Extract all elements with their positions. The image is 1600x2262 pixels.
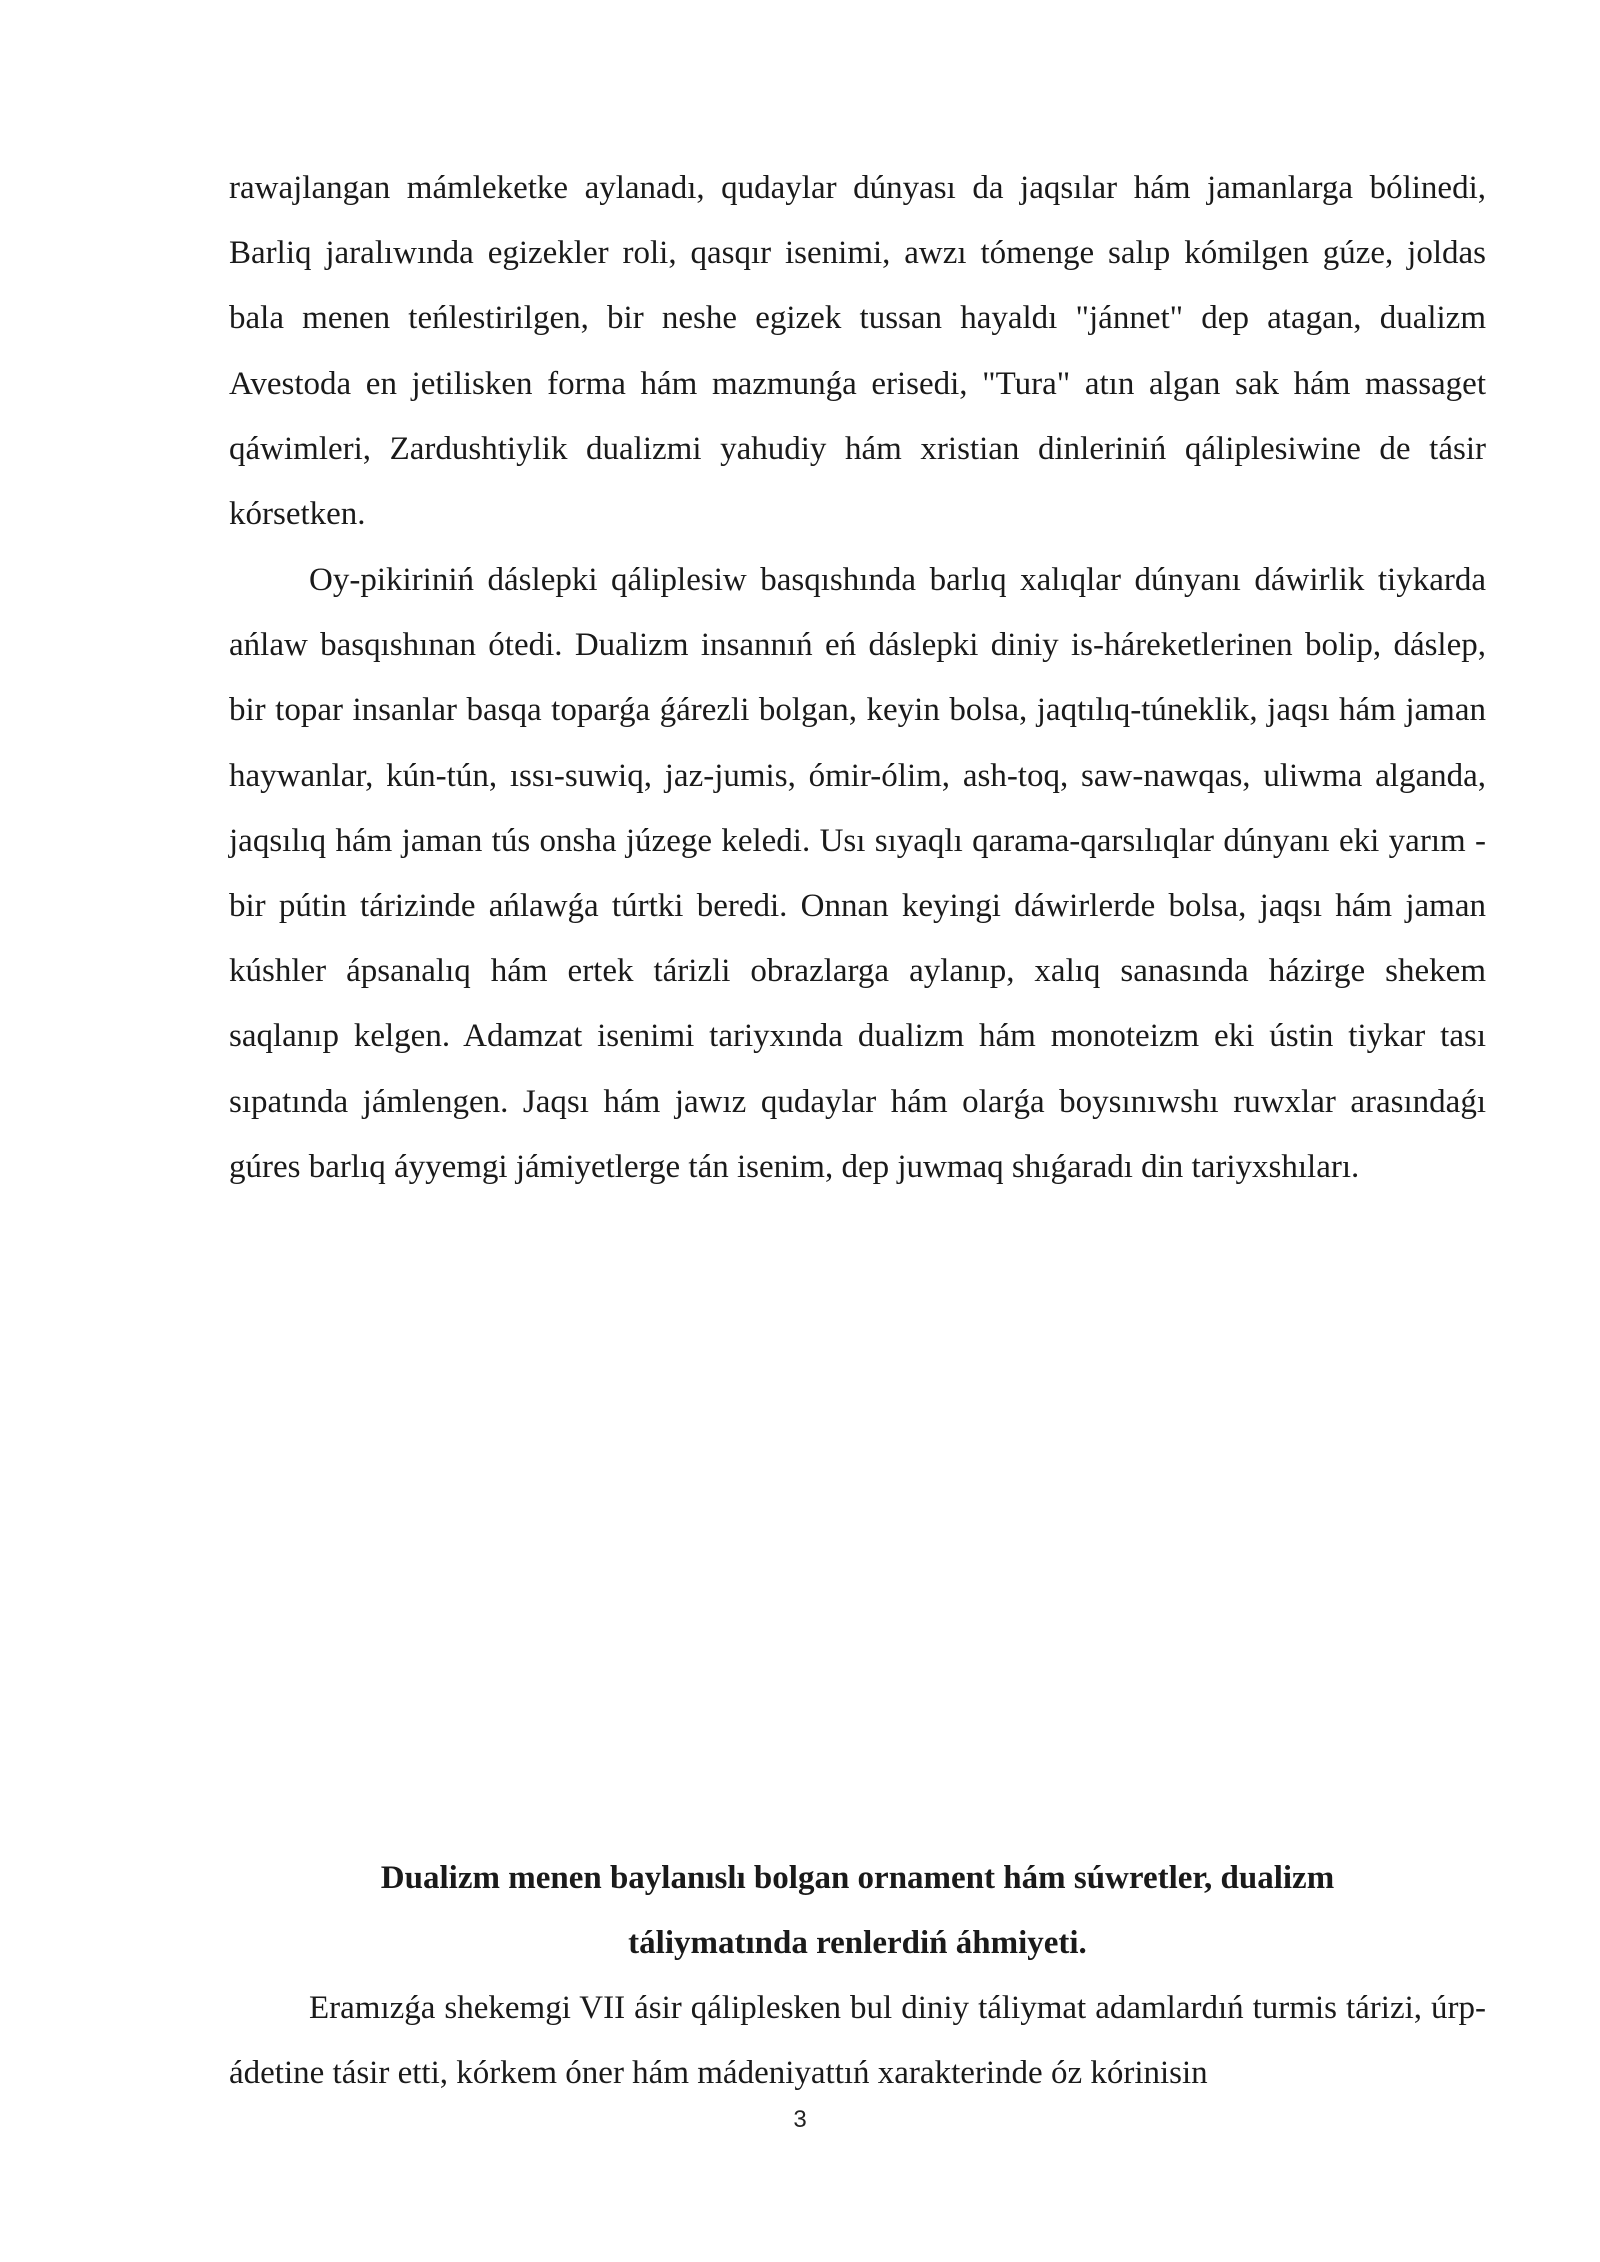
body-text (229, 548, 1486, 1200)
paragraph: Oy-pikiriniń dáslepki qáliplesiw basqıshında barlıq xalıqlar dúnyanı dáwirlik tiykarda ańlaw basqıshınan ótedi. Dualizm insannıń eń dáslepki diniy is-háreketlerinen bolip, dáslep, bir topar insanlar basqa toparǵa ǵárezli bolgan, keyin bolsa, jaqtılıq-túneklik, jaqsı hám jaman haywanlar, kún-tún, ıssı-suwiq, jaz-jumis, ómir-ólim, ash-toq, saw-nawqas, uliwma alganda, jaqsılıq hám jaman tús onsha júzege keledi. Usı sıyaqlı qarama-qarsılıqlar dúnyanı eki yarım - bir pútin tárizinde ańlawǵa túrtki beredi. Onnan keyingi dáwirlerde bolsa, jaqsı hám jaman kúshler ápsanalıq hám ertek tárizli obrazlarga aylanıp, xalıq sanasında házirge shekem saqlanıp kelgen. Adamzat isenimi tariyxında dualizm hám monoteizm eki ústin tiykar tası sıpatında jámlengen. Jaqsı hám jawız qudaylar hám olarǵa boysınıwshı ruwxlar arasındaǵı gúres barlıq áyyemgi jámiyetlerge tán isenim, dep juwmaq shıǵaradı din tariyxshıları. (229, 562, 1486, 1185)
section-body-text (229, 1976, 1486, 2106)
page-number: 3 (793, 2106, 807, 2133)
body-text-continued (229, 156, 1486, 547)
section-heading-line: Dualizm menen baylanıslı bolgan ornament hám súwretler, dualizm (380, 1860, 1335, 1896)
section-heading (229, 1846, 1486, 1976)
section-heading-line: táliymatında renlerdiń áhmiyeti. (628, 1925, 1087, 1962)
paragraph: Eramızǵa shekemgi VII ásir qáliplesken bul diniy táliymat adamlardıń turmis tárizi, úrp-ádetine tásir etti, kórkem óner hám mádeniyattıń xarakterinde óz kórinisin (229, 1990, 1486, 2092)
paragraph: rawajlangan mámleketke aylanadı, qudaylar dúnyası da jaqsılar hám jamanlarga bólinedi, Barliq jaralıwında egizekler roli, qasqır isenimi, awzı tómenge salıp kómilgen gúze, joldas bala menen teńlestirilgen, bir neshe egizek tussan hayaldı "jánnet" dep atagan, dualizm Avestoda en jetilisken forma hám mazmunǵa erisedi, "Tura" atın algan sak hám massaget qáwimleri, Zardushtiylik dualizmi yahudiy hám xristian dinleriniń qáliplesiwine de tásir kórsetken. (229, 170, 1486, 533)
